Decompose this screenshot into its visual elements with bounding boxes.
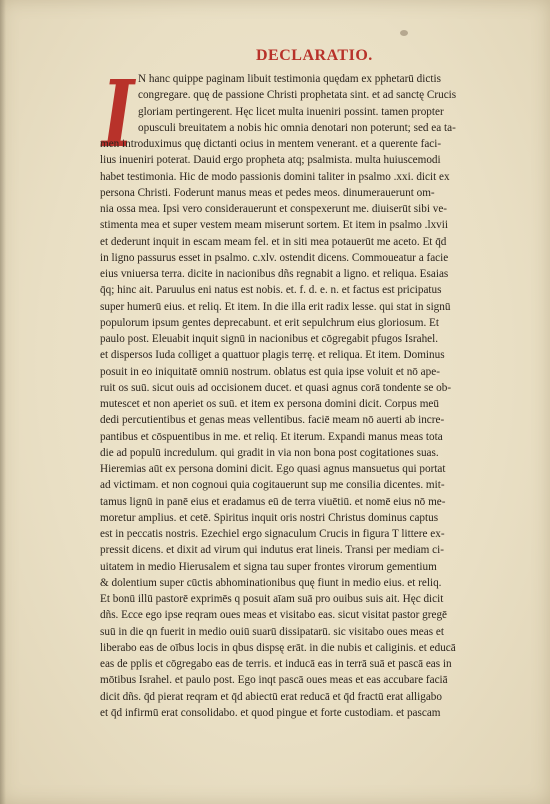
- text-line: men introduximus quę dictanti ocius in mentem venerant. et a querente faci-: [100, 138, 442, 150]
- ink-spot: [400, 30, 408, 36]
- text-line: mōtibus Israhel. et paulo post. Ego inqt pascā oues meas et eas accubare faciā: [100, 674, 448, 687]
- text-line: super humerū eius. et reliq. Et item. In die illa erit radix lesse. qui stat in signū: [100, 300, 451, 313]
- text-line: & dolentium super cūctis abhominationibus quę fiunt in medio eius. et reliq.: [100, 576, 442, 589]
- text-line: Et bonū illū pastorē exprimēs q posuit aīam suā pro ouibus suis ait. Hęc dicit: [100, 593, 444, 605]
- text-line: paulo post. Eleuabit inquit signū in nacionibus et cōgregabit pfugos Israhel.: [100, 333, 439, 345]
- text-line: suū in die qn fuerit in medio ouiū suarū dissipatarū. sic visitabo oues meas et: [100, 625, 444, 638]
- text-line: est in peccatis nostris. Ezechiel ergo signaculum Crucis in figura T littere ex-: [100, 528, 445, 540]
- text-line: ruit os suū. sicut ouis ad occisionem ducet. et quasi agnus corā tondente se ob-: [100, 381, 452, 394]
- text-line: tamus lignū in panē eius et eradamus eū de terra viuētiū. et nomē eius nō me-: [100, 495, 446, 508]
- text-line: mutescet et non aperiet os suū. et item ex persona domini dicit. Corpus meū: [100, 398, 439, 410]
- text-line: congregare. quę de passione Christi prophetata sint. et ad sanctę Crucis: [138, 89, 457, 102]
- text-line: moretur amplius. et cetē. Spiritus inquit oris nostri Christus dominus captus: [100, 511, 439, 524]
- text-line: pressit dicens. et dixit ad virum qui indutus erat lineis. Transi per mediam ci-: [100, 544, 444, 557]
- text-line: et dederunt inquit in escam meam fel. et in siti mea potauerūt me aceto. Et q̄d: [100, 235, 447, 248]
- text-line: et dispersos Iuda colliget a quattuor plagis terrę. et reliqua. Et item. Dominus: [100, 349, 445, 362]
- text-line: lius inueniri poterat. Dauid ergo propheta atq; psalmista. multa huiuscemodi: [100, 154, 441, 167]
- text-line: pantibus et cōspuentibus in me. et reliq. Et iterum. Expandi manus meas tota: [100, 430, 443, 443]
- page-heading: DECLARATIO.: [256, 47, 373, 64]
- text-line: nia ossa mea. Ipsi vero considerauerunt et conspexerunt me. diuiserūt sibi ve-: [100, 203, 448, 215]
- text-line: persona Christi. Foderunt manus meas et pedes meos. dinumerauerunt om-: [100, 186, 435, 199]
- text-line: die ad populū incredulum. qui gradit in via non bona post cogitationes suas.: [100, 446, 439, 459]
- text-line: populorum ipsum gentes deprecabunt. et erit sepulchrum eius gloriosum. Et: [100, 316, 439, 329]
- text-line: Hieremias aūt ex persona domini dicit. Ego quasi agnus mansuetus qui portat: [100, 463, 446, 475]
- text-line: posuit in eo iniquitatē omniū nostrum. oblatus est quia ipse voluit et nō ape-: [100, 365, 440, 378]
- text-line: ad victimam. et non cognoui quia cogitauerunt sup me consilia dicentes. mit-: [100, 479, 445, 492]
- text-line: eius vniuersa terra. dicite in nacionibus dñs regnabit a ligno. et reliqua. Esaias: [100, 268, 449, 280]
- text-line: dedi percutientibus et genas meas vellentibus. faciē meam nō auerti ab incre-: [100, 414, 445, 427]
- text-line: gloriam pertingerent. Hęc licet multa inueniri possint. tamen propter: [138, 105, 444, 118]
- text-line: q̄q; hinc ait. Paruulus eni natus est nobis. et. f. d. e. n. et factus est pricipatus: [100, 284, 442, 297]
- text-line: stimenta mea et super vestem meam miserunt sortem. Et item in psalmo .lxvii: [100, 219, 448, 232]
- text-line: eas de pplis et cōgregabo eas de terris. et inducā eas in terrā suā et pascā eas in: [100, 658, 452, 670]
- text-line: dicit dñs. q̄d pierat reqram et q̄d abiectū erat reducā et q̄d fractū erat alligabo: [100, 690, 442, 703]
- body-text: [100, 71, 529, 721]
- text-line: uitatem in medio Hierusalem et signa tau super frontes virorum gementium: [100, 560, 437, 573]
- text-line: opusculi breuitatem a nobis hic omnia denotari non poterunt; sed ea ta-: [138, 121, 456, 134]
- text-line: N hanc quippe paginam libuit testimonia quędam ex pphetarū dictis: [138, 73, 441, 85]
- decorated-initial: I: [102, 60, 135, 168]
- text-line: dñs. Ecce ego ipse reqram oues meas et visitabo eas. sicut visitat pastor gregē: [100, 609, 448, 622]
- text-line: in ligno passurus esset in psalmo. c.xlv. ostendit dicens. Commoueatur a facie: [100, 251, 449, 264]
- text-line: liberabo eas de oībus locis in qbus dispsę erāt. in die nubis et caliginis. et educā: [100, 641, 456, 654]
- text-line: habet testimonia. Hic de modo passionis domini taliter in psalmo .xxi. dicit ex: [100, 170, 450, 183]
- text-line: et q̄d infirmū erat consolidabo. et quod pingue et forte custodiam. et pascam: [100, 706, 441, 719]
